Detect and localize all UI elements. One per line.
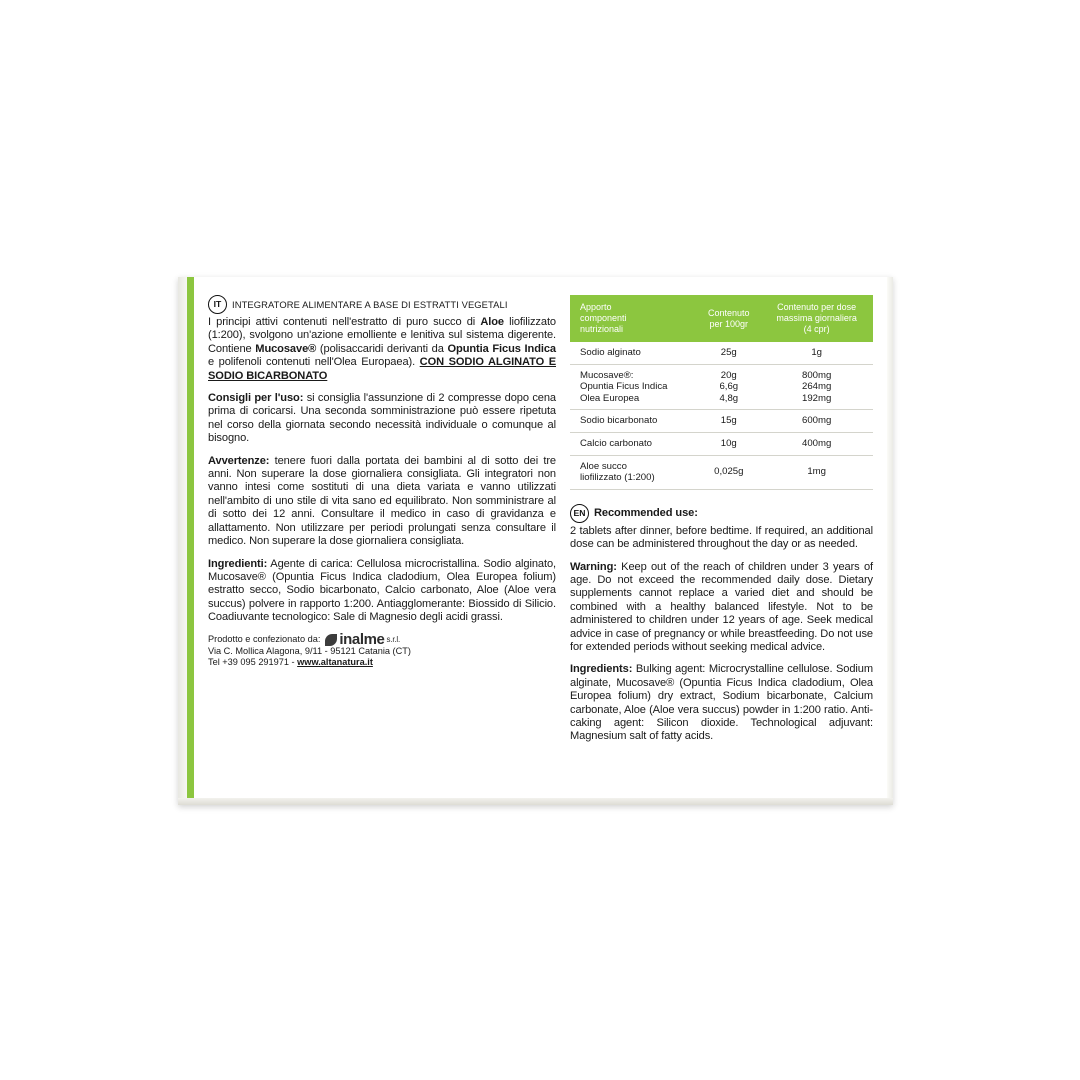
nutrition-cell-per100: 10g [697,432,760,455]
product-package-back-panel [178,277,893,805]
it-intro-text: I principi attivi contenuti nell'estratto di puro succo di Aloe liofilizzato (1:200), svolgono un'azione emolliente e lenitiva sul sistema digerente. Contiene Mucosave® (polisaccaridi derivanti da Opuntia Ficus Indica e polifenoli contenuti nell'Olea Europaea). CON SODIO ALGINATO E SODIO BICARBONATO [208,316,556,382]
label-content [194,277,887,798]
en-warning-text: Keep out of the reach of children under 3 years of age. Do not exceed the recommended daily dose. Dietary supplements cannot replace a varied diet and should be combined with a healthy balanced lifestyle. Not to be administered to children under 12 years of age. Seek medical advice in case of pregnancy or while breastfeeding. Do not use for extended periods without seeking medical advice. [570,560,873,653]
en-recommended-paragraph [570,525,873,552]
en-warning-paragraph [570,561,873,655]
nutrition-table-head [570,295,873,342]
package-right-edge [887,277,893,805]
nutrition-cell-per100: 25g [697,342,760,364]
it-product-category: INTEGRATORE ALIMENTARE A BASE DI ESTRATTI VEGETALI [232,299,508,310]
manufacturer-contact-row [208,657,556,669]
it-usage-label: Consigli per l'uso: [208,392,304,405]
en-ingredients-text: Bulking agent: Microcrystalline cellulose. Sodium alginate, Mucosave® (Opuntia Ficus Indica cladodium, Olea Europea folium) dry extract, Sodium bicarbonate, Calcium carbonate, Aloe (Aloe vera succus) powder in 1:200 ratio. Anti-caking agent: Silicon dioxide. Technological adjuvant: Magnesium salt of fatty acids. [570,663,873,743]
table-row [570,432,873,455]
table-row [570,455,873,489]
en-warning-label: Warning: [570,560,617,573]
nutrition-cell-per100: 0,025g [697,455,760,489]
en-recommended-label: Recommended use: [594,506,698,519]
en-flag-badge: EN [570,504,589,523]
manufacturer-name: inalme [339,630,385,648]
manufacturer-prefix: Prodotto e confezionato da: [208,633,321,644]
nutrition-cell-perdose: 1mg [760,455,873,489]
nutrition-cell-perdose: 600mg [760,410,873,433]
it-warning-label: Avvertenze: [208,454,270,467]
en-ingredients-paragraph [570,663,873,743]
nutrition-cell-name: Sodio bicarbonato [570,410,697,433]
italian-heading-row [208,295,556,314]
it-ingredients-text: Agente di carica: Cellulosa microcristallina. Sodio alginato, Mucosave® (Opuntia Ficus Indica cladodium, Olea Europea folium) estratto secco, Sodio bicarbonato, Calcio carbonato, Aloe (Aloe vera succus) polvere in rapporto 1:200. Antiagglomerante: Biossido di Silicio. Coadiuvante tecnologico: Sale di Magnesio degli acidi grassi. [208,557,556,624]
it-usage-paragraph [208,392,556,446]
en-ingredients-label: Ingredients: [570,663,633,676]
nutrition-header-perdose: Contenuto per dose massima giornaliera (4 cpr) [760,295,873,342]
nutrition-cell-per100: 20g 6,6g 4,8g [697,364,760,410]
manufacturer-row [208,630,556,648]
nutrition-header-row [570,295,873,342]
manufacturer-suffix: s.r.l. [386,634,400,644]
english-heading-row [570,504,873,523]
nutrition-cell-name: Mucosave®: Opuntia Ficus Indica Olea Europea [570,364,697,410]
nutrition-cell-perdose: 800mg 264mg 192mg [760,364,873,410]
nutrition-header-per100: Contenuto per 100gr [697,295,760,342]
nutrition-cell-per100: 15g [697,410,760,433]
manufacturer-address: Via C. Mollica Alagona, 9/11 - 95121 Catania (CT) [208,645,411,656]
package-green-stripe [187,277,194,805]
package-bottom-edge [178,798,893,805]
manufacturer-block [208,630,556,669]
it-intro-paragraph [208,316,556,383]
nutrition-table [570,295,873,490]
en-recommended-inline [594,507,698,520]
it-ingredients-paragraph [208,558,556,625]
label-columns [208,295,873,788]
leaf-icon [325,634,337,646]
manufacturer-website[interactable]: www.altanatura.it [297,657,373,668]
package-left-edge [178,277,187,805]
nutrition-cell-perdose: 1g [760,342,873,364]
nutrition-cell-name: Sodio alginato [570,342,697,364]
nutrition-cell-perdose: 400mg [760,432,873,455]
table-row [570,342,873,364]
en-recommended-text: 2 tablets after dinner, before bedtime. If required, an additional dose can be administered throughout the day or as needed. [570,524,873,551]
nutrition-cell-name: Calcio carbonato [570,432,697,455]
nutrition-table-body [570,342,873,489]
english-and-table-column [570,295,873,788]
italian-column [208,295,556,788]
it-ingredients-label: Ingredienti: [208,557,268,570]
inalme-logo [325,630,400,648]
it-usage-text: si consiglia l'assunzione di 2 compresse dopo cena prima di coricarsi. Una seconda somministrazione può essere ripetuta nel corso della giornata secondo necessità individuale o comunque al bisogno. [208,392,556,445]
nutrition-header-component: Apporto componenti nutrizionali [570,295,697,342]
it-warning-text: tenere fuori dalla portata dei bambini al di sotto dei tre anni. Non superare la dose giornaliera consigliata. Gli integratori non vanno intesi come sostituti di una dieta variata e vanno utilizzati nell'ambito di uno stile di vita sano ed equilibrato. Non somministrare al di sotto dei 12 anni. Consultare il medico in caso di gravidanza e allattamento. Non utilizzare per periodi prolungati senza consultare il medico. Non superare la dose giornaliera consigliata. [208,454,556,548]
nutrition-cell-name: Aloe succo liofilizzato (1:200) [570,455,697,489]
manufacturer-phone: Tel +39 095 291971 - [208,657,295,668]
it-warning-paragraph [208,455,556,549]
table-row [570,410,873,433]
table-row [570,364,873,410]
it-flag-badge: IT [208,295,227,314]
